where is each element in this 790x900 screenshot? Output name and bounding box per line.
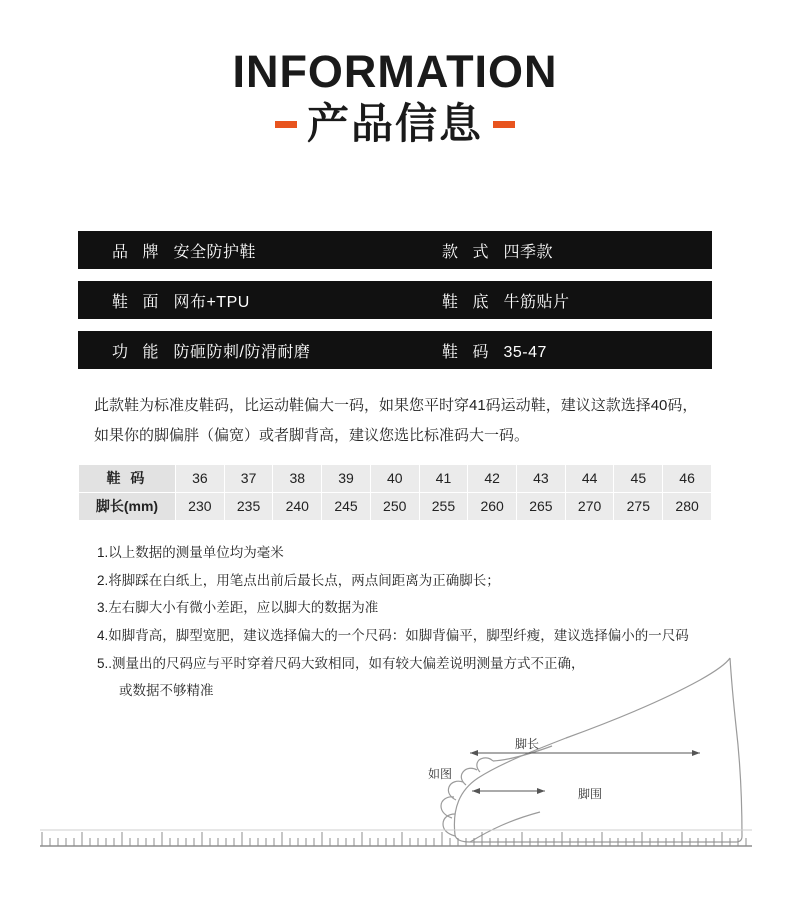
length-cell: 260 xyxy=(468,492,517,520)
length-cell: 235 xyxy=(224,492,273,520)
size-cell: 38 xyxy=(273,464,322,492)
size-row-header: 鞋 码 xyxy=(79,464,176,492)
size-cell: 37 xyxy=(224,464,273,492)
spec-label: 功 能 xyxy=(112,343,164,361)
note-item: 5..测量出的尺码应与平时穿着尺码大致相同，如有较大偏差说明测量方式不正确， xyxy=(97,655,585,671)
length-cell: 275 xyxy=(614,492,663,520)
note-item: 2.将脚踩在白纸上，用笔点出前后最长点，两点间距离为正确脚长； xyxy=(97,572,500,588)
page-header xyxy=(0,0,790,147)
size-cell: 39 xyxy=(322,464,371,492)
size-cell: 44 xyxy=(565,464,614,492)
spec-row xyxy=(78,231,712,269)
size-cell: 46 xyxy=(663,464,712,492)
ruler-svg xyxy=(40,828,752,848)
spec-cell-left xyxy=(112,239,442,262)
length-cell: 280 xyxy=(663,492,712,520)
size-cell: 45 xyxy=(614,464,663,492)
page-title-en: INFORMATION xyxy=(232,46,558,97)
dash-right-decoration xyxy=(493,121,515,128)
spec-value: 安全防护鞋 xyxy=(173,243,256,261)
length-cell: 230 xyxy=(176,492,225,520)
spec-value: 四季款 xyxy=(503,243,553,261)
as-shown-label: 如图 xyxy=(428,767,453,781)
size-cell: 36 xyxy=(176,464,225,492)
spec-label: 鞋 码 xyxy=(442,343,494,361)
length-cell: 245 xyxy=(322,492,371,520)
spec-label: 鞋 面 xyxy=(112,293,164,311)
page-title-cn-wrap xyxy=(0,101,790,147)
length-cell: 255 xyxy=(419,492,468,520)
dash-left-decoration xyxy=(275,121,297,128)
size-table-wrap xyxy=(78,464,712,521)
size-table xyxy=(78,464,712,521)
spec-row xyxy=(78,281,712,319)
note-item: 1.以上数据的测量单位均为毫米 xyxy=(97,544,284,560)
table-row xyxy=(79,464,712,492)
spec-cell-left xyxy=(112,339,442,362)
size-cell: 40 xyxy=(370,464,419,492)
spec-cell-right xyxy=(442,289,569,312)
spec-cell-right xyxy=(442,239,553,262)
spec-value: 35-47 xyxy=(503,343,547,361)
note-item: 3.左右脚大小有微小差距，应以脚大的数据为准 xyxy=(97,600,379,616)
sizing-note-paragraph: 此款鞋为标准皮鞋码，比运动鞋偏大一码，如果您平时穿41码运动鞋，建议这款选择40码，如果你的脚偏胖（偏宽）或者脚背高，建议您选比标准码大一码。 xyxy=(94,397,698,444)
note-item-continued: 或数据不够精准 xyxy=(119,683,214,699)
size-cell: 42 xyxy=(468,464,517,492)
size-cell: 41 xyxy=(419,464,468,492)
foot-length-label: 脚长 xyxy=(515,737,540,751)
size-cell: 43 xyxy=(517,464,566,492)
spec-cell-left xyxy=(112,289,442,312)
spec-label: 鞋 底 xyxy=(442,293,494,311)
measurement-notes xyxy=(45,539,745,705)
ruler-graphic xyxy=(40,828,752,848)
length-cell: 270 xyxy=(565,492,614,520)
length-cell: 240 xyxy=(273,492,322,520)
spec-list xyxy=(78,147,712,369)
spec-label: 品 牌 xyxy=(112,243,164,261)
table-row xyxy=(79,492,712,520)
spec-value: 牛筋贴片 xyxy=(503,293,570,311)
length-cell: 250 xyxy=(370,492,419,520)
spec-row xyxy=(78,331,712,369)
spec-label: 款 式 xyxy=(442,243,494,261)
note-item: 4.如脚背高，脚型宽肥，建议选择偏大的一个尺码：如脚背偏平，脚型纤瘦，建议选择偏小的一尺码 xyxy=(97,627,689,643)
spec-cell-right xyxy=(442,339,547,362)
length-cell: 265 xyxy=(517,492,566,520)
page-title-cn: 产品信息 xyxy=(306,100,483,148)
length-row-header: 脚长(mm) xyxy=(79,492,176,520)
spec-value: 防砸防刺/防滑耐磨 xyxy=(173,343,311,361)
spec-value: 网布+TPU xyxy=(173,293,250,311)
foot-width-label: 脚围 xyxy=(578,787,603,801)
